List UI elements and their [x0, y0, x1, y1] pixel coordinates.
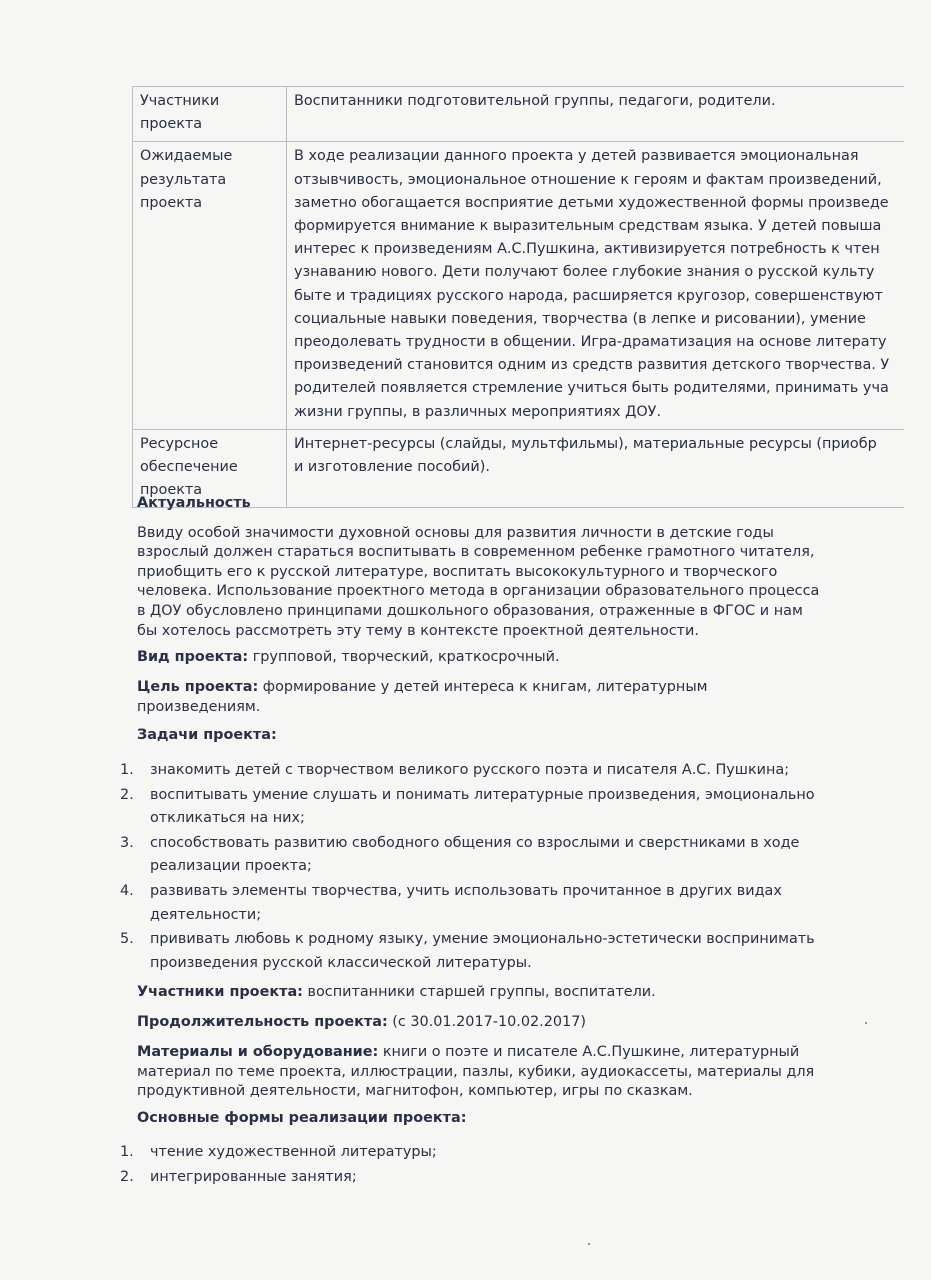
table-row [133, 142, 905, 429]
project-type-paragraph: Вид проекта: групповой, творческий, краткосрочный. [137, 649, 560, 665]
goal-paragraph: Цель проекта: формирование у детей интереса к книгам, литературным произведениям. [137, 679, 708, 715]
list-item: 2. интегрированные занятия; [120, 1168, 357, 1185]
participants-paragraph: Участники проекта: воспитанники старшей группы, воспитатели. [137, 984, 656, 1000]
list-item: 3. способствовать развитию свободного общения со взрослыми и сверстниками в ходе реализации проекта; [120, 834, 800, 875]
relevance-heading: Актуальность [137, 495, 251, 511]
list-item: 4. развивать элементы творчества, учить использовать прочитанное в других видах деятельности; [120, 882, 782, 923]
forms-list [120, 1141, 860, 1190]
table-row [133, 87, 905, 142]
list-item: 5. прививать любовь к родному языку, умение эмоционально-эстетически воспринимать произведения русской классической литературы. [120, 931, 815, 971]
list-item: 1. чтение художественной литературы; [120, 1144, 437, 1160]
row-label-cell: Ресурсное обеспечение проекта [133, 429, 287, 508]
row-value-cell: Воспитанники подготовительной группы, педагоги, родители. [287, 87, 905, 142]
list-item: 2. воспитывать умение слушать и понимать литературные произведения, эмоционально откликаться на них; [120, 786, 815, 827]
duration-paragraph: Продолжительность проекта: (с 30.01.2017-10.02.2017) [137, 1014, 586, 1030]
forms-heading: Основные формы реализации проекта: [137, 1110, 467, 1126]
row-label-cell: Участники проекта [133, 87, 287, 142]
list-item: 1. знакомить детей с творчеством великого русского поэта и писателя А.С. Пушкина; [120, 762, 790, 778]
tasks-heading: Задачи проекта: [137, 727, 277, 743]
scan-speck [865, 1022, 867, 1024]
relevance-section: Актуальность Ввиду особой значимости духовной основы для развития личности в детские годы взрослый должен стараться воспитывать в современном ребенке грамотного читателя, приобщить его к русской литературе, воспитать высококультурного и творческого человека. Использование проектного метода в организации образовательного процесса в ДОУ обусловлено принципами дошкольного образования, отраженные в ФГОС и нам бы хотелось рассмотреть эту тему в контексте проектной деятельности. [137, 494, 857, 641]
tasks-list [120, 759, 860, 976]
row-value-cell: Интернет-ресурсы (слайды, мультфильмы), материальные ресурсы (приобр и изготовление пособий). [287, 429, 905, 508]
row-label-cell: Ожидаемые результата проекта [133, 142, 287, 429]
project-info-table [132, 86, 904, 508]
scan-speck [588, 1243, 590, 1245]
row-value-cell: В ходе реализации данного проекта у детей развивается эмоциональная отзывчивость, эмоциональное отношение к героям и фактам произведений, заметно обогащается восприятие детьми художественной формы произведе формируется внимание к выразительным средствам языка. У детей повыша интерес к произведениям А.С.Пушкина, активизируется потребность к чтен узнаванию нового. Дети получают более глубокие знания о русской культу быте и традициях русского народа, расширяется кругозор, совершенствуют социальные навыки поведения, творчества (в лепке и рисовании), умение преодолевать трудности в общении. Игра-драматизация на основе литерату произведений становится одним из средств развития детского творчества. У родителей появляется стремление учиться быть родителями, принимать уча жизни группы, в различных мероприятиях ДОУ. [287, 142, 905, 429]
materials-paragraph: Материалы и оборудование: книги о поэте и писателе А.С.Пушкине, литературный материал по теме проекта, иллюстрации, пазлы, кубики, аудиокассеты, материалы для продуктивной деятельности, магнитофон, компьютер, игры по сказкам. [137, 1044, 815, 1100]
